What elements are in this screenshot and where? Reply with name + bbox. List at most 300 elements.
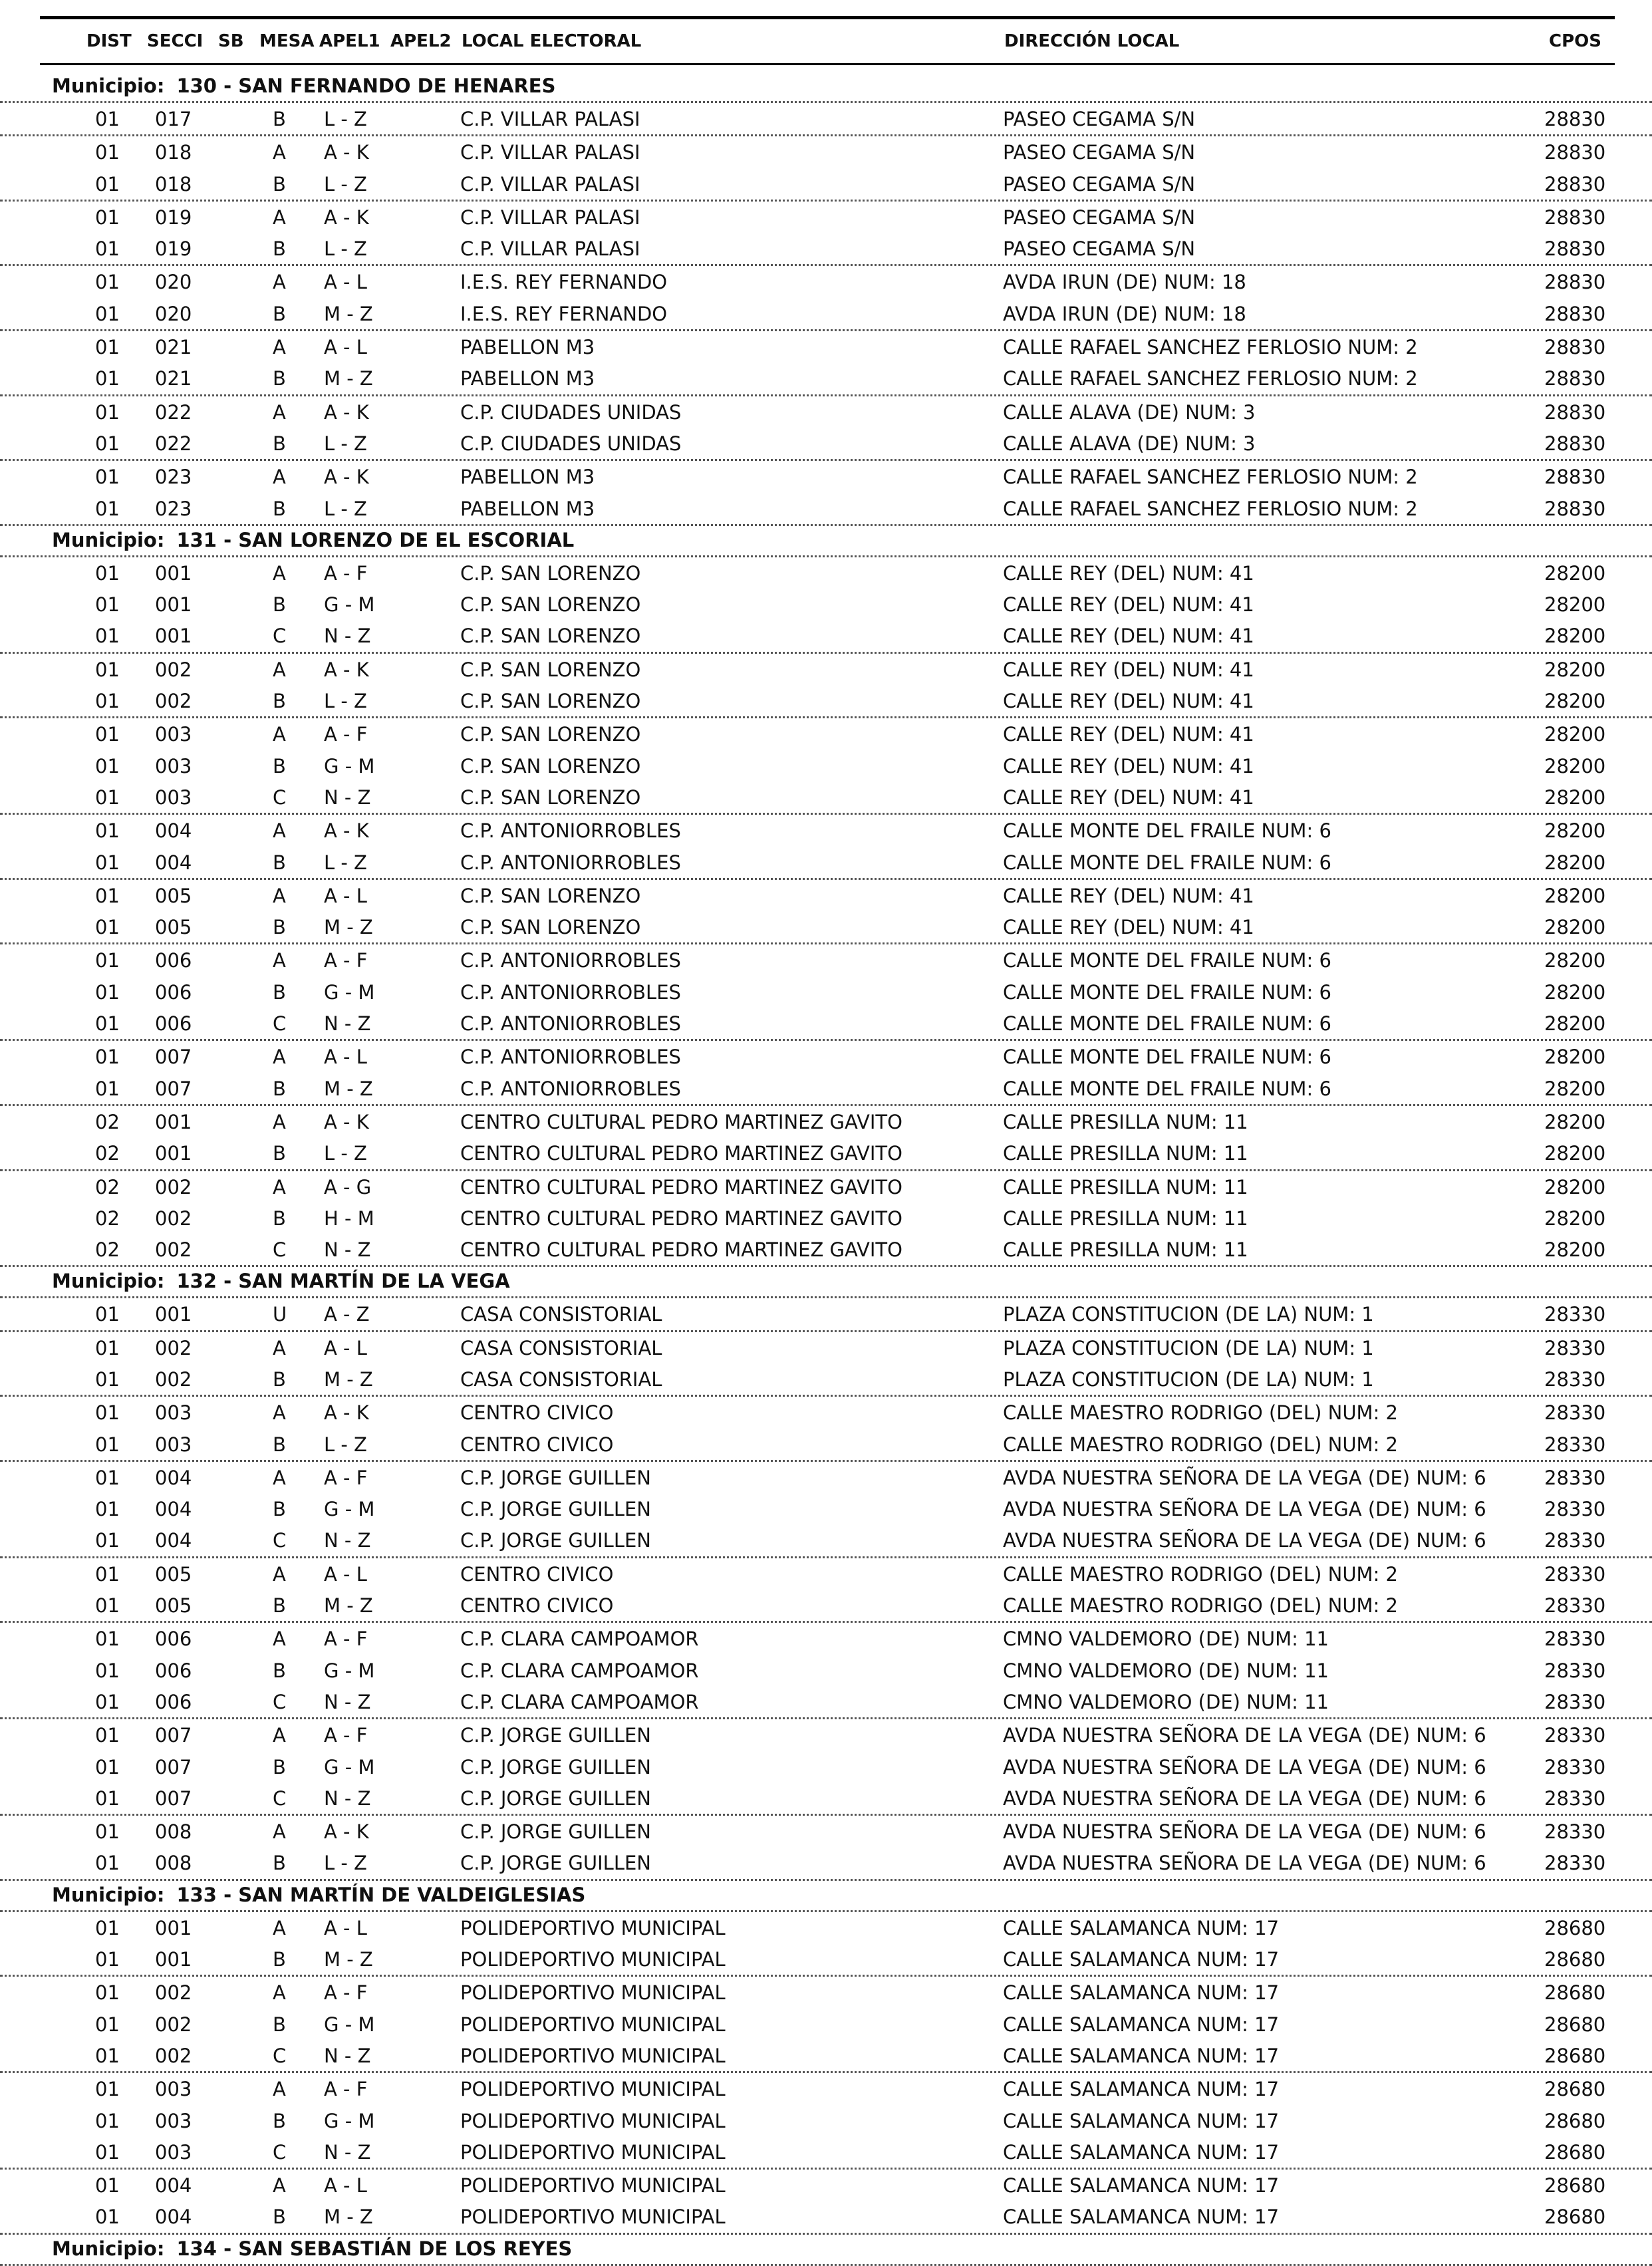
- cell-dist: 01: [95, 1724, 120, 1747]
- cell-local: C.P. CLARA CAMPOAMOR: [460, 1628, 699, 1651]
- cell-dist: 01: [95, 432, 120, 455]
- table-row: [0, 103, 1652, 134]
- cell-direccion: CALLE REY (DEL) NUM: 41: [1003, 916, 1254, 939]
- header-mesa: MESA: [259, 31, 315, 51]
- section-group: [0, 2170, 1652, 2235]
- cell-mesa: A - G: [324, 1175, 372, 1199]
- cell-direccion: AVDA NUESTRA SEÑORA DE LA VEGA (DE) NUM: 6: [1003, 1786, 1486, 1810]
- cell-cp: 28200: [1544, 884, 1606, 907]
- cell-local: C.P. JORGE GUILLEN: [460, 1786, 651, 1810]
- cell-mesa: L - Z: [324, 1142, 367, 1165]
- cell-secci: 006: [155, 980, 192, 1004]
- section-group: [0, 1106, 1652, 1171]
- table-header: [40, 16, 1615, 65]
- cell-mesa: A - F: [324, 1981, 368, 2005]
- table-row: [0, 1655, 1652, 1686]
- cell-mesa: N - Z: [324, 1238, 371, 1262]
- cell-local: C.P. ANTONIORROBLES: [460, 819, 681, 843]
- cell-sb: A: [273, 658, 286, 681]
- cell-mesa: L - Z: [324, 172, 367, 196]
- cell-cp: 28330: [1544, 1498, 1606, 1521]
- cell-sb: C: [273, 785, 287, 809]
- cell-direccion: CALLE SALAMANCA NUM: 17: [1003, 2174, 1280, 2197]
- cell-local: C.P. SAN LORENZO: [460, 785, 641, 809]
- cell-mesa: A - F: [324, 1628, 368, 1651]
- cell-cp: 28680: [1544, 2140, 1606, 2164]
- cell-direccion: CALLE PRESILLA NUM: 11: [1003, 1110, 1248, 1133]
- cell-mesa: N - Z: [324, 625, 371, 648]
- cell-mesa: A - F: [324, 561, 368, 585]
- table-row: [0, 1234, 1652, 1265]
- cell-sb: B: [273, 1755, 286, 1778]
- cell-direccion: CALLE MAESTRO RODRIGO (DEL) NUM: 2: [1003, 1562, 1399, 1586]
- cell-local: C.P. VILLAR PALASI: [460, 206, 640, 229]
- cell-secci: 002: [155, 1238, 192, 1262]
- cell-secci: 002: [155, 690, 192, 713]
- cell-sb: B: [273, 1948, 286, 1971]
- cell-secci: 008: [155, 1852, 192, 1875]
- cell-local: POLIDEPORTIVO MUNICIPAL: [460, 2205, 726, 2229]
- cell-sb: B: [273, 1594, 286, 1618]
- cell-direccion: CALLE MONTE DEL FRAILE NUM: 6: [1003, 851, 1331, 874]
- table-row: [0, 2009, 1652, 2040]
- cell-mesa: L - Z: [324, 432, 367, 455]
- section-group: [0, 1171, 1652, 1268]
- cell-secci: 006: [155, 1012, 192, 1036]
- cell-direccion: CALLE PRESILLA NUM: 11: [1003, 1206, 1248, 1230]
- cell-direccion: CALLE REY (DEL) NUM: 41: [1003, 690, 1254, 713]
- cell-mesa: A - K: [324, 141, 369, 164]
- cell-mesa: A - F: [324, 1466, 368, 1489]
- cell-cp: 28330: [1544, 1562, 1606, 1586]
- cell-secci: 002: [155, 1206, 192, 1230]
- cell-cp: 28200: [1544, 1238, 1606, 1262]
- cell-direccion: CALLE ALAVA (DE) NUM: 3: [1003, 400, 1256, 424]
- cell-cp: 28200: [1544, 980, 1606, 1004]
- cell-local: C.P. JORGE GUILLEN: [460, 1529, 651, 1552]
- table-row: [0, 1782, 1652, 1814]
- table-row: [0, 880, 1652, 911]
- cell-secci: 017: [155, 108, 192, 130]
- cell-dist: 01: [95, 1529, 120, 1552]
- cell-mesa: G - M: [324, 980, 375, 1004]
- cell-secci: 004: [155, 2174, 192, 2197]
- cell-cp: 28680: [1544, 1916, 1606, 1939]
- cell-mesa: G - M: [324, 593, 375, 617]
- cell-local: C.P. JORGE GUILLEN: [460, 1466, 651, 1489]
- cell-mesa: M - Z: [324, 367, 373, 390]
- header-secci: SECCI: [147, 31, 204, 51]
- cell-local: C.P. SAN LORENZO: [460, 658, 641, 681]
- header-local: LOCAL ELECTORAL: [462, 31, 642, 51]
- municipio-label: Municipio:: [52, 1270, 165, 1293]
- cell-dist: 01: [95, 658, 120, 681]
- cell-cp: 28330: [1544, 1755, 1606, 1778]
- municipio-label: Municipio:: [52, 528, 165, 551]
- cell-sb: B: [273, 2205, 286, 2229]
- table-row: [0, 1719, 1652, 1751]
- cell-dist: 01: [95, 723, 120, 746]
- cell-secci: 001: [155, 593, 192, 617]
- section-group: [0, 331, 1652, 396]
- cell-mesa: A - K: [324, 658, 369, 681]
- cell-secci: 023: [155, 497, 192, 520]
- cell-direccion: PASEO CEGAMA S/N: [1003, 141, 1196, 164]
- table-row: [0, 620, 1652, 651]
- cell-local: C.P. SAN LORENZO: [460, 754, 641, 778]
- cell-direccion: CALLE REY (DEL) NUM: 41: [1003, 723, 1254, 746]
- section-group: [0, 1397, 1652, 1462]
- cell-sb: A: [273, 561, 286, 585]
- cell-sb: B: [273, 1206, 286, 1230]
- cell-direccion: CALLE ALAVA (DE) NUM: 3: [1003, 432, 1256, 455]
- cell-local: PABELLON M3: [460, 466, 595, 489]
- cell-cp: 28330: [1544, 1303, 1606, 1326]
- cell-direccion: CALLE SALAMANCA NUM: 17: [1003, 1981, 1280, 2005]
- cell-cp: 28330: [1544, 1786, 1606, 1810]
- cell-mesa: A - L: [324, 271, 367, 294]
- cell-dist: 01: [95, 237, 120, 261]
- municipio-title: [52, 2237, 584, 2260]
- cell-direccion: CALLE REY (DEL) NUM: 41: [1003, 561, 1254, 585]
- cell-secci: 004: [155, 1529, 192, 1552]
- cell-direccion: AVDA IRUN (DE) NUM: 18: [1003, 271, 1246, 294]
- cell-local: C.P. SAN LORENZO: [460, 690, 641, 713]
- cell-local: C.P. ANTONIORROBLES: [460, 1046, 681, 1069]
- cell-dist: 01: [95, 785, 120, 809]
- cell-mesa: A - L: [324, 1562, 367, 1586]
- cell-direccion: CALLE PRESILLA NUM: 11: [1003, 1175, 1248, 1199]
- table-row: [0, 1073, 1652, 1104]
- cell-direccion: CALLE MONTE DEL FRAILE NUM: 6: [1003, 1046, 1331, 1069]
- cell-direccion: PASEO CEGAMA S/N: [1003, 172, 1196, 196]
- cell-local: POLIDEPORTIVO MUNICIPAL: [460, 2078, 726, 2101]
- cell-dist: 01: [95, 1466, 120, 1489]
- cell-secci: 004: [155, 1466, 192, 1489]
- cell-local: POLIDEPORTIVO MUNICIPAL: [460, 2174, 726, 2197]
- section-group: [0, 1462, 1652, 1558]
- cell-direccion: CALLE SALAMANCA NUM: 17: [1003, 2013, 1280, 2036]
- section-group: [0, 815, 1652, 880]
- table-row: [0, 1493, 1652, 1524]
- cell-sb: A: [273, 1562, 286, 1586]
- cell-cp: 28680: [1544, 2174, 1606, 2197]
- cell-direccion: CALLE MAESTRO RODRIGO (DEL) NUM: 2: [1003, 1433, 1399, 1456]
- section-group: [0, 1558, 1652, 1624]
- table-row: [0, 362, 1652, 394]
- cell-mesa: A - K: [324, 1110, 369, 1133]
- municipio-name: 134 - SAN SEBASTIÁN DE LOS REYES: [176, 2237, 573, 2260]
- cell-dist: 01: [95, 1433, 120, 1456]
- section-group: [0, 266, 1652, 331]
- cell-local: I.E.S. REY FERNANDO: [460, 271, 668, 294]
- cell-secci: 022: [155, 400, 192, 424]
- cell-dist: 01: [95, 1628, 120, 1651]
- cell-direccion: CALLE MONTE DEL FRAILE NUM: 6: [1003, 980, 1331, 1004]
- cell-mesa: A - K: [324, 1820, 369, 1844]
- cell-cp: 28200: [1544, 1077, 1606, 1100]
- cell-direccion: CALLE REY (DEL) NUM: 41: [1003, 658, 1254, 681]
- cell-secci: 020: [155, 302, 192, 325]
- cell-direccion: CALLE SALAMANCA NUM: 17: [1003, 1916, 1280, 1939]
- cell-direccion: AVDA IRUN (DE) NUM: 18: [1003, 302, 1246, 325]
- cell-sb: U: [273, 1303, 287, 1326]
- cell-secci: 003: [155, 1401, 192, 1425]
- cell-cp: 28200: [1544, 1012, 1606, 1036]
- cell-local: CASA CONSISTORIAL: [460, 1303, 662, 1326]
- cell-sb: B: [273, 593, 286, 617]
- cell-dist: 01: [95, 1659, 120, 1682]
- cell-cp: 28200: [1544, 785, 1606, 809]
- cell-cp: 28330: [1544, 1628, 1606, 1651]
- municipio-name: 130 - SAN FERNANDO DE HENARES: [176, 74, 556, 97]
- cell-cp: 28330: [1544, 1367, 1606, 1391]
- cell-mesa: M - Z: [324, 1077, 373, 1100]
- cell-dist: 01: [95, 1594, 120, 1618]
- table-row: [0, 1332, 1652, 1363]
- cell-secci: 003: [155, 2078, 192, 2101]
- cell-cp: 28680: [1544, 2044, 1606, 2067]
- cell-local: POLIDEPORTIVO MUNICIPAL: [460, 1948, 726, 1971]
- cell-sb: B: [273, 302, 286, 325]
- cell-sb: A: [273, 949, 286, 972]
- cell-sb: C: [273, 2044, 287, 2067]
- section-group: [0, 654, 1652, 719]
- cell-local: CENTRO CULTURAL PEDRO MARTINEZ GAVITO: [460, 1110, 902, 1133]
- cell-local: CENTRO CULTURAL PEDRO MARTINEZ GAVITO: [460, 1175, 902, 1199]
- cell-cp: 28830: [1544, 302, 1606, 325]
- cell-cp: 28830: [1544, 206, 1606, 229]
- cell-cp: 28330: [1544, 1336, 1606, 1359]
- cell-dist: 01: [95, 1690, 120, 1713]
- cell-direccion: PASEO CEGAMA S/N: [1003, 206, 1196, 229]
- cell-direccion: CALLE REY (DEL) NUM: 41: [1003, 593, 1254, 617]
- section-group: [0, 1298, 1652, 1332]
- cell-dist: 01: [95, 497, 120, 520]
- cell-secci: 003: [155, 785, 192, 809]
- cell-direccion: CALLE REY (DEL) NUM: 41: [1003, 754, 1254, 778]
- cell-local: C.P. SAN LORENZO: [460, 593, 641, 617]
- cell-direccion: CMNO VALDEMORO (DE) NUM: 11: [1003, 1628, 1329, 1651]
- cell-cp: 28830: [1544, 271, 1606, 294]
- cell-dist: 01: [95, 2140, 120, 2164]
- cell-sb: B: [273, 1077, 286, 1100]
- cell-direccion: CALLE RAFAEL SANCHEZ FERLOSIO NUM: 2: [1003, 336, 1418, 359]
- cell-sb: A: [273, 1175, 286, 1199]
- cell-secci: 022: [155, 432, 192, 455]
- cell-mesa: A - L: [324, 336, 367, 359]
- header-dist: DIST: [86, 31, 132, 51]
- cell-sb: A: [273, 1401, 286, 1425]
- cell-sb: A: [273, 271, 286, 294]
- section-group: [0, 1912, 1652, 1977]
- cell-dist: 01: [95, 1012, 120, 1036]
- municipio-header: [0, 526, 1652, 557]
- section-group: [0, 103, 1652, 136]
- table-row: [0, 654, 1652, 685]
- cell-direccion: PASEO CEGAMA S/N: [1003, 237, 1196, 261]
- cell-dist: 02: [95, 1238, 120, 1262]
- cell-cp: 28200: [1544, 1206, 1606, 1230]
- cell-sb: A: [273, 1981, 286, 2005]
- table-row: [0, 1943, 1652, 1975]
- cell-cp: 28830: [1544, 336, 1606, 359]
- cell-cp: 28200: [1544, 625, 1606, 648]
- municipio-header: [0, 1267, 1652, 1298]
- cell-dist: 01: [95, 1755, 120, 1778]
- section-group: [0, 1041, 1652, 1106]
- cell-local: C.P. JORGE GUILLEN: [460, 1820, 651, 1844]
- cell-dist: 01: [95, 271, 120, 294]
- cell-cp: 28330: [1544, 1852, 1606, 1875]
- table-row: [0, 1977, 1652, 2008]
- municipio-label: Municipio:: [52, 2237, 165, 2260]
- header-sb: SB: [218, 31, 244, 51]
- municipio-name: 133 - SAN MARTÍN DE VALDEIGLESIAS: [176, 1883, 586, 1906]
- municipio-title: [52, 1884, 597, 1906]
- cell-cp: 28330: [1544, 1820, 1606, 1844]
- table-row: [0, 911, 1652, 942]
- cell-mesa: G - M: [324, 1659, 375, 1682]
- cell-dist: 01: [95, 2109, 120, 2132]
- cell-dist: 01: [95, 1981, 120, 2005]
- cell-sb: A: [273, 1820, 286, 1844]
- cell-mesa: N - Z: [324, 1690, 371, 1713]
- cell-sb: A: [273, 336, 286, 359]
- cell-local: C.P. JORGE GUILLEN: [460, 1724, 651, 1747]
- table-body: [0, 72, 1652, 2266]
- cell-secci: 006: [155, 949, 192, 972]
- cell-sb: A: [273, 1916, 286, 1939]
- cell-local: C.P. SAN LORENZO: [460, 884, 641, 907]
- cell-secci: 004: [155, 819, 192, 843]
- cell-local: POLIDEPORTIVO MUNICIPAL: [460, 2140, 726, 2164]
- cell-dist: 01: [95, 625, 120, 648]
- cell-local: C.P. CLARA CAMPOAMOR: [460, 1659, 699, 1682]
- table-row: [0, 1751, 1652, 1782]
- cell-secci: 002: [155, 1175, 192, 1199]
- cell-direccion: CALLE MONTE DEL FRAILE NUM: 6: [1003, 949, 1331, 972]
- cell-local: PABELLON M3: [460, 497, 595, 520]
- cell-local: C.P. ANTONIORROBLES: [460, 1012, 681, 1036]
- cell-sb: A: [273, 1724, 286, 1747]
- cell-secci: 007: [155, 1046, 192, 1069]
- table-row: [0, 1298, 1652, 1330]
- cell-direccion: CALLE PRESILLA NUM: 11: [1003, 1142, 1248, 1165]
- cell-secci: 006: [155, 1628, 192, 1651]
- cell-sb: C: [273, 1238, 287, 1262]
- cell-local: CENTRO CIVICO: [460, 1562, 614, 1586]
- cell-dist: 01: [95, 1498, 120, 1521]
- cell-local: C.P. VILLAR PALASI: [460, 141, 640, 164]
- cell-sb: B: [273, 432, 286, 455]
- header-direccion: DIRECCIÓN LOCAL: [1004, 31, 1180, 51]
- cell-dist: 01: [95, 1916, 120, 1939]
- cell-secci: 006: [155, 1690, 192, 1713]
- cell-cp: 28680: [1544, 1981, 1606, 2005]
- cell-cp: 28200: [1544, 949, 1606, 972]
- section-group: [0, 1977, 1652, 2073]
- cell-sb: A: [273, 884, 286, 907]
- table-row: [0, 1462, 1652, 1493]
- table-row: [0, 847, 1652, 878]
- cell-mesa: H - M: [324, 1206, 374, 1230]
- cell-direccion: AVDA NUESTRA SEÑORA DE LA VEGA (DE) NUM: 6: [1003, 1852, 1486, 1875]
- cell-cp: 28200: [1544, 1110, 1606, 1133]
- table-row: [0, 428, 1652, 459]
- cell-dist: 01: [95, 108, 120, 130]
- cell-secci: 007: [155, 1755, 192, 1778]
- section-group: [0, 461, 1652, 526]
- cell-dist: 01: [95, 2174, 120, 2197]
- cell-direccion: CALLE PRESILLA NUM: 11: [1003, 1238, 1248, 1262]
- cell-secci: 002: [155, 2044, 192, 2067]
- cell-mesa: A - F: [324, 1724, 368, 1747]
- cell-dist: 02: [95, 1142, 120, 1165]
- cell-mesa: A - F: [324, 723, 368, 746]
- table-row: [0, 718, 1652, 750]
- cell-sb: C: [273, 1690, 287, 1713]
- cell-direccion: AVDA NUESTRA SEÑORA DE LA VEGA (DE) NUM: 6: [1003, 1466, 1486, 1489]
- cell-direccion: CALLE REY (DEL) NUM: 41: [1003, 625, 1254, 648]
- cell-dist: 01: [95, 593, 120, 617]
- cell-cp: 28830: [1544, 367, 1606, 390]
- table-row: [0, 2201, 1652, 2232]
- table-row: [0, 944, 1652, 976]
- cell-secci: 008: [155, 1820, 192, 1844]
- cell-cp: 28330: [1544, 1401, 1606, 1425]
- header-apel1: APEL1: [319, 31, 380, 51]
- cell-sb: C: [273, 1529, 287, 1552]
- cell-mesa: G - M: [324, 2109, 375, 2132]
- cell-cp: 28830: [1544, 237, 1606, 261]
- cell-local: C.P. SAN LORENZO: [460, 625, 641, 648]
- cell-mesa: A - K: [324, 1401, 369, 1425]
- cell-secci: 020: [155, 271, 192, 294]
- cell-secci: 003: [155, 754, 192, 778]
- cell-mesa: N - Z: [324, 1529, 371, 1552]
- cell-cp: 28830: [1544, 108, 1606, 130]
- cell-secci: 018: [155, 172, 192, 196]
- cell-mesa: L - Z: [324, 108, 367, 130]
- cell-direccion: CALLE RAFAEL SANCHEZ FERLOSIO NUM: 2: [1003, 367, 1418, 390]
- cell-cp: 28200: [1544, 690, 1606, 713]
- cell-dist: 01: [95, 1046, 120, 1069]
- cell-mesa: N - Z: [324, 2044, 371, 2067]
- cell-local: CENTRO CULTURAL PEDRO MARTINEZ GAVITO: [460, 1142, 902, 1165]
- cell-cp: 28680: [1544, 2109, 1606, 2132]
- cell-mesa: A - L: [324, 2174, 367, 2197]
- cell-sb: B: [273, 367, 286, 390]
- municipio-title: [52, 74, 567, 97]
- cell-dist: 01: [95, 1077, 120, 1100]
- cell-sb: A: [273, 1628, 286, 1651]
- cell-cp: 28200: [1544, 593, 1606, 617]
- cell-direccion: AVDA NUESTRA SEÑORA DE LA VEGA (DE) NUM: 6: [1003, 1498, 1486, 1521]
- cell-cp: 28200: [1544, 1175, 1606, 1199]
- table-row: [0, 1429, 1652, 1460]
- cell-secci: 001: [155, 1916, 192, 1939]
- cell-local: CASA CONSISTORIAL: [460, 1367, 662, 1391]
- cell-cp: 28200: [1544, 658, 1606, 681]
- cell-direccion: CALLE SALAMANCA NUM: 17: [1003, 2205, 1280, 2229]
- table-row: [0, 1816, 1652, 1847]
- cell-mesa: G - M: [324, 2013, 375, 2036]
- municipio-header: [0, 72, 1652, 103]
- cell-direccion: AVDA NUESTRA SEÑORA DE LA VEGA (DE) NUM: 6: [1003, 1755, 1486, 1778]
- cell-local: C.P. CLARA CAMPOAMOR: [460, 1690, 699, 1713]
- cell-local: PABELLON M3: [460, 367, 595, 390]
